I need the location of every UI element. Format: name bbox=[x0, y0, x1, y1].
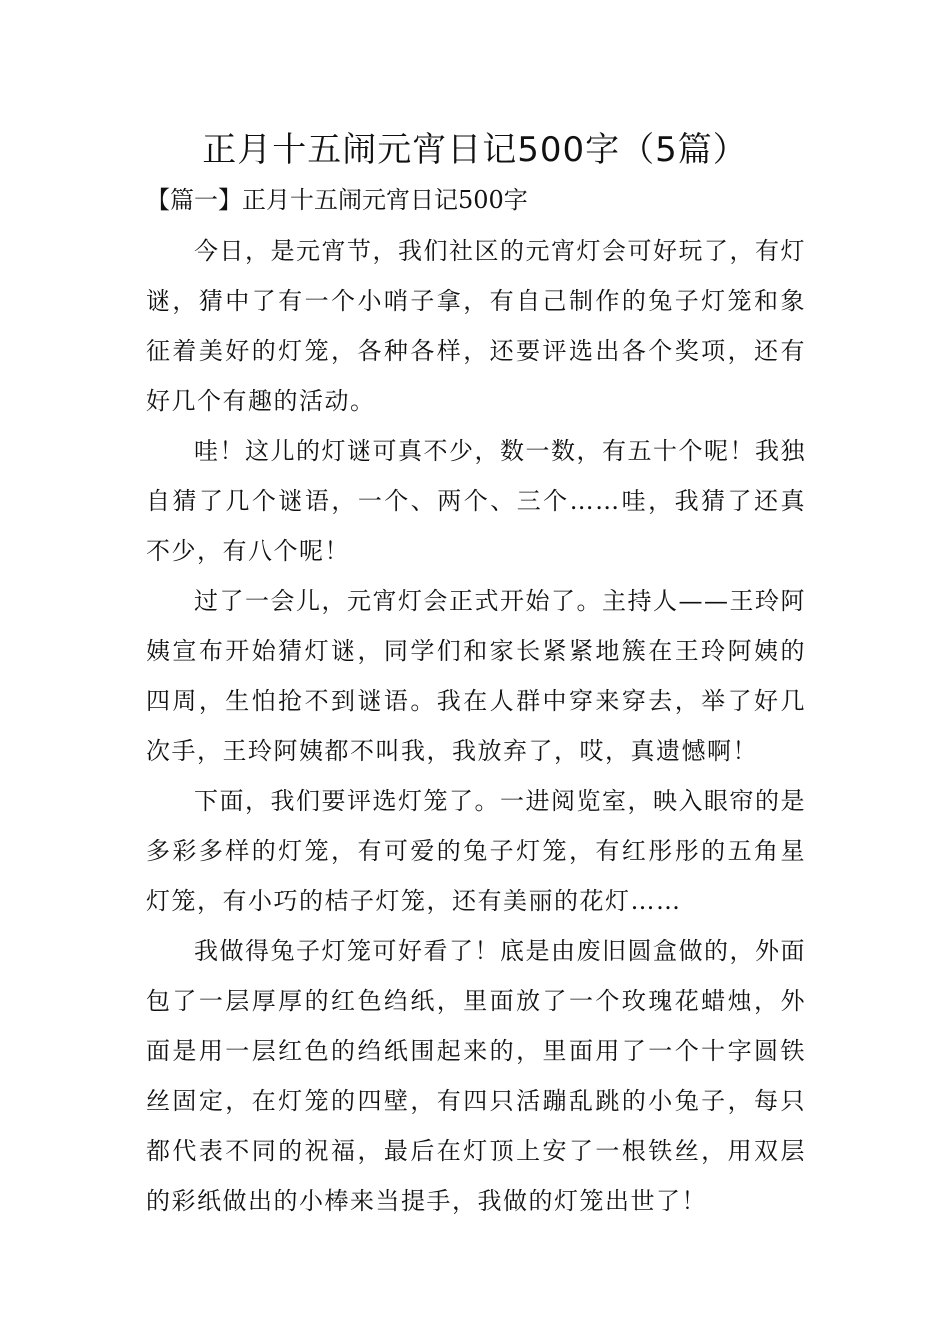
paragraph-4: 下面，我们要评选灯笼了。一进阅览室，映入眼帘的是多彩多样的灯笼，有可爱的兔子灯笼，有红彤彤的五角星灯笼，有小巧的桔子灯笼，还有美丽的花灯…… bbox=[146, 787, 806, 915]
paragraph-5: 我做得兔子灯笼可好看了！底是由废旧圆盒做的，外面包了一层厚厚的红色绉纸，里面放了一个玫瑰花蜡烛，外面是用一层红色的绉纸围起来的，里面用了一个十字圆铁丝固定，在灯笼的四壁，有四只活蹦乱跳的小兔子，每只都代表不同的祝福，最后在灯顶上安了一根铁丝，用双层的彩纸做出的小棒来当提手，我做的灯笼出世了！ bbox=[146, 937, 806, 1215]
paragraph-3: 过了一会儿，元宵灯会正式开始了。主持人——王玲阿姨宣布开始猜灯谜，同学们和家长紧紧地簇在王玲阿姨的四周，生怕抢不到谜语。我在人群中穿来穿去，举了好几次手，王玲阿姨都不叫我，我放弃了，哎，真遗憾啊！ bbox=[146, 587, 806, 765]
document-title: 正月十五闹元宵日记500字（5篇） bbox=[202, 130, 748, 170]
paragraph-1: 今日，是元宵节，我们社区的元宵灯会可好玩了，有灯谜，猜中了有一个小哨子拿，有自己制作的兔子灯笼和象征着美好的灯笼，各种各样，还要评选出各个奖项，还有好几个有趣的活动。 bbox=[146, 237, 806, 415]
paragraph-2: 哇！这儿的灯谜可真不少，数一数，有五十个呢！我独自猜了几个谜语，一个、两个、三个……哇，我猜了还真不少，有八个呢！ bbox=[146, 437, 806, 565]
document-body bbox=[146, 226, 806, 1226]
section-heading: 【篇一】正月十五闹元宵日记500字 bbox=[146, 186, 528, 214]
